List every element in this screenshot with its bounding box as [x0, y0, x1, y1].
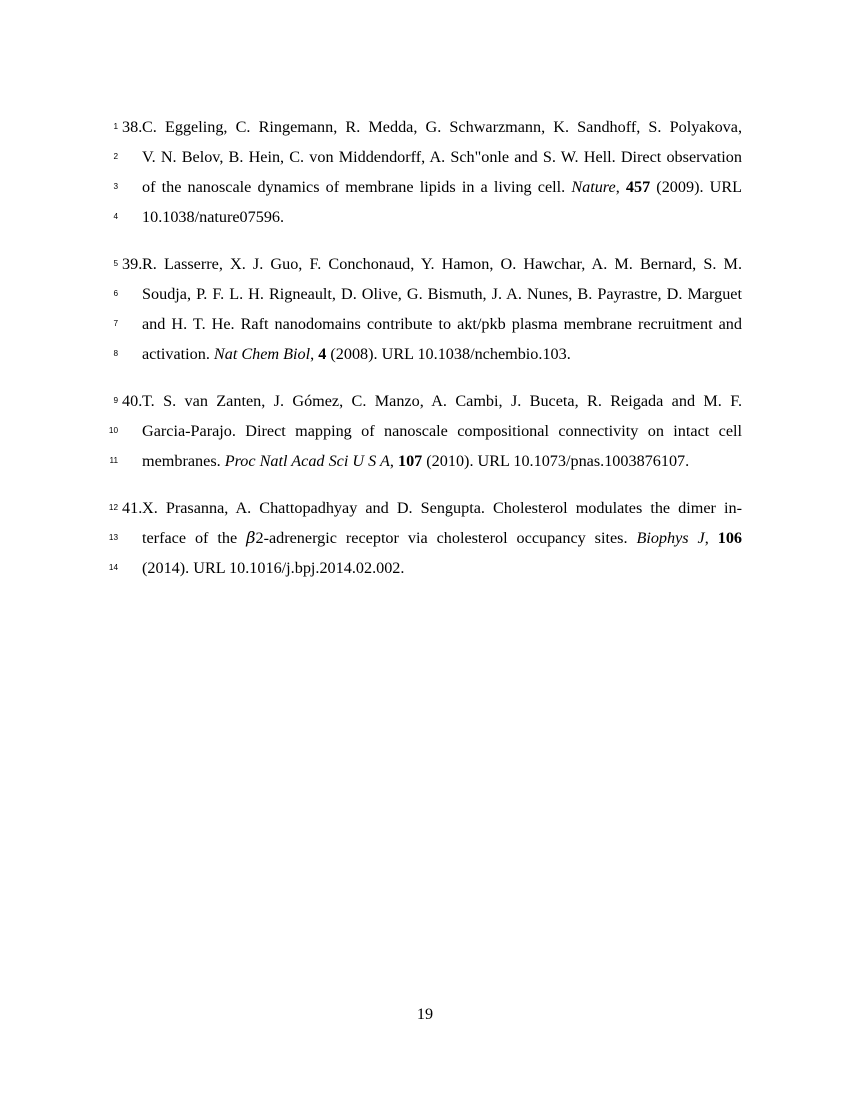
- text-run: X. Prasanna, A. Chattopadhyay and D. Sengupta. Cholesterol modulates the dimer in-: [142, 499, 742, 517]
- reference-line: [96, 202, 742, 232]
- reference-line: [96, 416, 742, 446]
- beta-symbol: β: [246, 528, 256, 547]
- text-run: of the nanoscale dynamics of membrane lipids in a living cell.: [142, 178, 572, 196]
- reference-line: [96, 172, 742, 202]
- reference-line: [96, 386, 742, 416]
- text-run: membranes.: [142, 452, 225, 470]
- line-number: 10: [108, 426, 118, 435]
- volume-number: 4: [318, 345, 327, 363]
- reference-text: [142, 172, 742, 202]
- line-number: 1: [113, 122, 118, 131]
- line-number: 2: [113, 152, 118, 161]
- reference-text: [142, 309, 742, 339]
- reference-text: [142, 202, 742, 232]
- reference-number: 40.: [122, 392, 143, 410]
- reference-text: [142, 553, 742, 583]
- reference-line: [96, 446, 742, 476]
- text-run: ,: [310, 345, 319, 363]
- reference-line: [96, 493, 742, 523]
- journal-name: Biophys J: [636, 529, 705, 547]
- line-number: 9: [113, 396, 118, 405]
- reference-text: [142, 112, 742, 142]
- line-number: 8: [113, 349, 118, 358]
- text-run: (2008). URL 10.1038/nchembio.103.: [326, 345, 571, 363]
- text-run: V. N. Belov, B. Hein, C. von Middendorff, A. Sch"onle and S. W. Hell. Direct observation: [142, 148, 742, 166]
- volume-number: 107: [397, 452, 423, 470]
- line-number: 13: [108, 533, 118, 542]
- text-run: 10.1038/nature07596.: [142, 208, 285, 226]
- text-run: (2014). URL 10.1016/j.bpj.2014.02.002.: [142, 559, 405, 577]
- volume-number: 106: [717, 529, 743, 547]
- page-number: 19: [416, 1005, 434, 1023]
- reference-text: [142, 386, 742, 416]
- reference-line: [96, 279, 742, 309]
- line-number: 5: [113, 259, 118, 268]
- text-run: R. Lasserre, X. J. Guo, F. Conchonaud, Y. Hamon, O. Hawchar, A. M. Bernard, S. M.: [142, 255, 742, 273]
- line-number: 4: [113, 212, 118, 221]
- reference-text: [142, 279, 742, 309]
- text-run: ,: [389, 452, 398, 470]
- text-run: 2-adrenergic receptor via cholesterol occupancy sites.: [255, 529, 637, 547]
- reference-number: 41.: [122, 499, 143, 517]
- reference-line: [96, 523, 742, 553]
- reference-number: 38.: [122, 118, 143, 136]
- line-number: 6: [113, 289, 118, 298]
- reference-text: [142, 339, 742, 369]
- text-run: T. S. van Zanten, J. Gómez, C. Manzo, A. Cambi, J. Buceta, R. Reigada and M. F.: [142, 392, 742, 410]
- reference-list: [96, 112, 742, 600]
- text-run: C. Eggeling, C. Ringemann, R. Medda, G. Schwarzmann, K. Sandhoff, S. Polyakova,: [142, 118, 742, 136]
- text-run: Soudja, P. F. L. H. Rigneault, D. Olive, G. Bismuth, J. A. Nunes, B. Payrastre, D. Marguet: [142, 285, 742, 303]
- line-number: 11: [109, 456, 118, 465]
- reference-text: [142, 142, 742, 172]
- reference-text: [142, 523, 742, 553]
- text-run: Garcia-Parajo. Direct mapping of nanoscale compositional connectivity on intact cell: [142, 422, 742, 440]
- reference-line: [96, 309, 742, 339]
- text-run: terface of the: [142, 529, 247, 547]
- reference-text: [142, 446, 742, 476]
- text-run: and H. T. He. Raft nanodomains contribute to akt/pkb plasma membrane recruitment and: [142, 315, 742, 333]
- journal-name: Nature: [571, 178, 616, 196]
- reference-entry: [96, 386, 742, 476]
- text-run: ,: [704, 529, 718, 547]
- reference-line: [96, 553, 742, 583]
- reference-text: [142, 249, 742, 279]
- journal-name: Proc Natl Acad Sci U S A: [224, 452, 390, 470]
- reference-entry: [96, 493, 742, 583]
- line-number: 12: [108, 503, 118, 512]
- volume-number: 457: [625, 178, 651, 196]
- reference-line: [96, 339, 742, 369]
- reference-text: [142, 416, 742, 446]
- reference-line: [96, 249, 742, 279]
- reference-text: [142, 493, 742, 523]
- text-run: activation.: [142, 345, 214, 363]
- reference-entry: [96, 249, 742, 369]
- line-number: 7: [113, 319, 118, 328]
- line-number: 14: [108, 563, 118, 572]
- reference-entry: [96, 112, 742, 232]
- journal-name: Nat Chem Biol: [213, 345, 311, 363]
- text-run: (2010). URL 10.1073/pnas.1003876107.: [422, 452, 690, 470]
- line-number: 3: [113, 182, 118, 191]
- reference-line: [96, 142, 742, 172]
- reference-number: 39.: [122, 255, 143, 273]
- text-run: ,: [615, 178, 626, 196]
- text-run: (2009). URL: [650, 178, 743, 196]
- reference-line: [96, 112, 742, 142]
